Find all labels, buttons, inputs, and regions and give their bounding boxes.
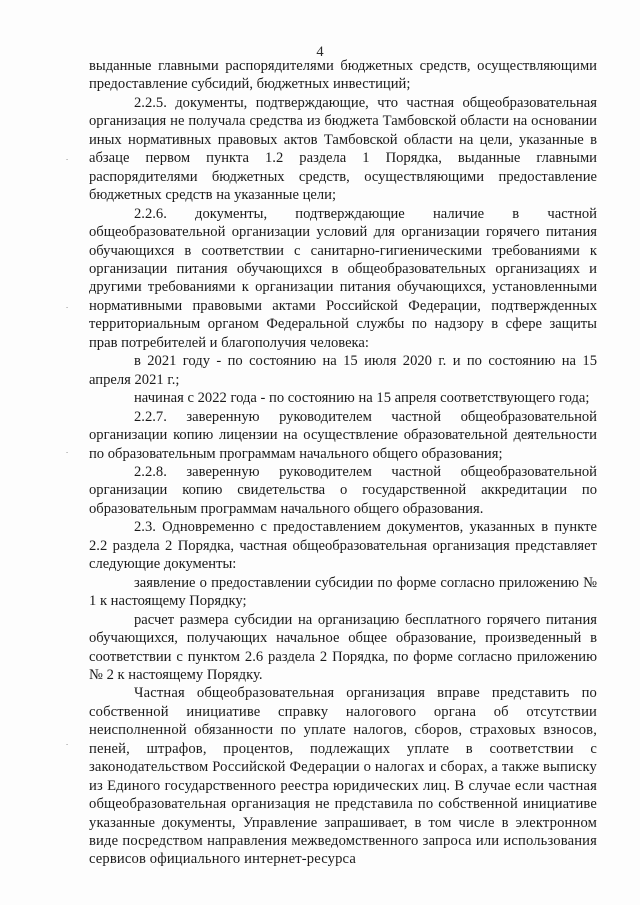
paragraph-2-2-7: 2.2.7. заверенную руководителем частной общеобразовательной организации копию лицензии на осуществление образовательной деятельности по образовательным программам начального общего образования; — [89, 408, 597, 462]
paragraph-2-2-6: 2.2.6. документы, подтверждающие наличие в частной общеобразовательной организации условий для организации горячего питания обучающихся в соответствии с санитарно-гигиеническими требованиями к организации питания обучающихся в общеобразовательных организациях и другими требованиями к организации питания обучающихся, установленными нормативными правовыми актами Российской Федерации, подтвержденных территориальным органом Федеральной службы по надзору в сфере защиты прав потребителей и благополучия человека: — [89, 205, 597, 351]
margin-tick-mark: - — [66, 304, 69, 311]
document-body — [89, 57, 597, 869]
paragraph-2021-date: в 2021 году - по состоянию на 15 июля 2020 г. и по состоянию на 15 апреля 2021 г.; — [89, 353, 597, 388]
paragraph-continuation: выданные главными распорядителями бюджетных средств, осуществляющими предоставление субсидий, бюджетных инвестиций; — [89, 58, 597, 93]
paragraph-2-3: 2.3. Одновременно с предоставлением документов, указанных в пункте 2.2 раздела 2 Порядка, частная общеобразовательная организация представляет следующие документы: — [89, 519, 597, 573]
page-number: 4 — [316, 44, 324, 60]
paragraph-calculation: расчет размера субсидии на организацию бесплатного горячего питания обучающихся, получающих начальное общее образование, произведенный в соответствии с пунктом 2.6 раздела 2 Порядка, по форме согласно приложению № 2 к настоящему Порядку. — [89, 611, 597, 683]
margin-tick-mark: - — [66, 741, 69, 748]
paragraph-application: заявление о предоставлении субсидии по форме согласно приложению № 1 к настоящему Порядку; — [89, 574, 597, 610]
paragraph-2022-date: начиная с 2022 года - по состоянию на 15 апреля соответствующего года; — [134, 390, 590, 407]
paragraph-2-2-5: 2.2.5. документы, подтверждающие, что частная общеобразовательная организация не получала средства из бюджета Тамбовской области на основании иных нормативных правовых актов Тамбовской области на цели, указанные в абзаце первом пункта 1.2 раздела 1 Порядка, выданные главными распорядителями бюджетных средств, осуществляющими предоставление бюджетных средств на указанные цели; — [89, 94, 597, 204]
paragraph-2-2-8: 2.2.8. заверенную руководителем частной общеобразовательной организации копию свидетельства о государственной аккредитации по образовательным программам начального общего образования. — [89, 463, 597, 517]
margin-tick-mark: - — [66, 449, 69, 456]
paragraph-tax-certificate: Частная общеобразовательная организация вправе представить по собственной инициативе справку налогового органа об отсутствии неисполненной обязанности по уплате налогов, сборов, страховых взносов, пеней, штрафов, процентов, подлежащих уплате в соответствии с законодательством Российской Федерации о налогах и сборах, а также выписку из Единого государственного реестра юридических лиц. В случае если частная общеобразовательная организация не представила по собственной инициативе указанные документы, Управление запрашивает, в том числе в электронном виде посредством направления межведомственного запроса или использования сервисов официального интернет-ресурса — [89, 685, 597, 868]
margin-tick-mark: - — [66, 156, 69, 163]
